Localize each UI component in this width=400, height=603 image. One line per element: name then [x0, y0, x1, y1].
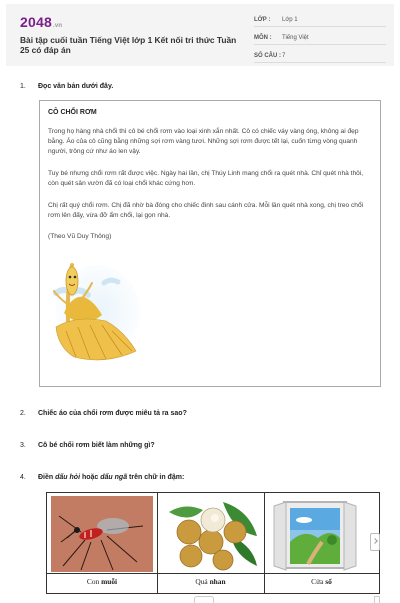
- question-text: trên chữ in đậm:: [127, 474, 185, 481]
- meta-value: Tiếng Việt: [282, 34, 309, 41]
- cell-divider: [157, 573, 264, 574]
- passage-paragraph: Tuy bé nhưng chổi rơm rất được việc. Ngày hai lần, chị Thúy Linh mang chổi ra quét nhà. Chỉ quét nhà thôi, còn quét sân vườn đã có loại chổi khác cứng hơn.: [48, 170, 364, 187]
- logo-suffix: .vn: [52, 23, 63, 29]
- meta-row-grade: [254, 13, 386, 27]
- word-caption: Quả nhan: [195, 577, 226, 586]
- passage-paragraph: Trong họ hàng nhà chổi thì cô bé chổi rơm vào loại xinh xắn nhất. Cô có chiếc váy vàng óng, không ai đẹp bằng. Áo của cô cũng bằng những sợi rơm vàng tươi. Những sợi rơm được tết lại, cuốn từng vòng quanh người, trông cứ như áo len vậy.: [48, 128, 359, 155]
- question-text: hoặc: [80, 474, 101, 481]
- question-text: Chiếc áo của chổi rơm được miêu tả ra sao?: [38, 410, 187, 417]
- meta-key: SỐ CÂU :: [254, 52, 281, 59]
- cell-divider: [47, 573, 157, 574]
- passage-source: (Theo Vũ Duy Thông): [48, 233, 112, 240]
- broom-illustration: [46, 253, 140, 371]
- window-image: [268, 496, 362, 572]
- worksheet-header: [6, 4, 394, 66]
- passage-paragraph: Chị rất quý chổi rơm. Chị đã nhờ bà đóng cho chiếc đinh sau cánh cửa. Mỗi lần quét nhà xong, chị treo chổi rơm lên đấy, vừa đỡ ẩm chổi, lại gọn nhà.: [48, 202, 364, 219]
- image-word-table: [46, 492, 380, 594]
- table-cell-window: [264, 493, 379, 593]
- mosquito-image: [51, 496, 153, 572]
- meta-value: Lớp 1: [282, 16, 298, 23]
- logo-text: 2048: [20, 14, 52, 30]
- worksheet-title: Bài tập cuối tuần Tiếng Việt lớp 1 Kết nối tri thức Tuần 25 có đáp án: [20, 35, 237, 55]
- question-emphasis: dấu ngã: [100, 474, 128, 481]
- worksheet-meta: [254, 13, 386, 67]
- cell-divider: [264, 573, 379, 574]
- meta-key: LỚP :: [254, 16, 271, 23]
- question-number: 1.: [20, 83, 26, 90]
- question-text: Đọc văn bản dưới đây.: [38, 83, 114, 90]
- meta-row-question-count: [254, 49, 386, 63]
- question-text: Cô bé chổi rơm biết làm những gì?: [38, 442, 155, 449]
- question-4: [20, 474, 184, 481]
- question-3: [20, 442, 155, 449]
- word-caption: Con muỗi: [86, 577, 118, 586]
- question-number: 3.: [20, 442, 26, 449]
- meta-value: 7: [282, 52, 286, 59]
- meta-key: MÔN :: [254, 34, 272, 41]
- question-number: 4.: [20, 474, 26, 481]
- question-emphasis: dấu hỏi: [55, 474, 81, 481]
- meta-row-subject: [254, 31, 386, 45]
- worksheet-page: [6, 4, 394, 600]
- word-caption: Cửa sổ: [311, 577, 332, 586]
- question-text: Điền: [38, 474, 56, 481]
- table-cell-mosquito: [47, 493, 158, 593]
- question-2: [20, 410, 187, 417]
- passage-title: CÔ CHỔI RƠM: [48, 109, 97, 116]
- site-logo[interactable]: [20, 14, 62, 30]
- question-number: 2.: [20, 410, 26, 417]
- longan-image: [161, 496, 260, 572]
- reading-passage-box: [39, 100, 381, 387]
- table-cell-longan: [157, 493, 265, 593]
- question-1: [20, 83, 113, 90]
- side-expand-tab[interactable]: [370, 533, 380, 551]
